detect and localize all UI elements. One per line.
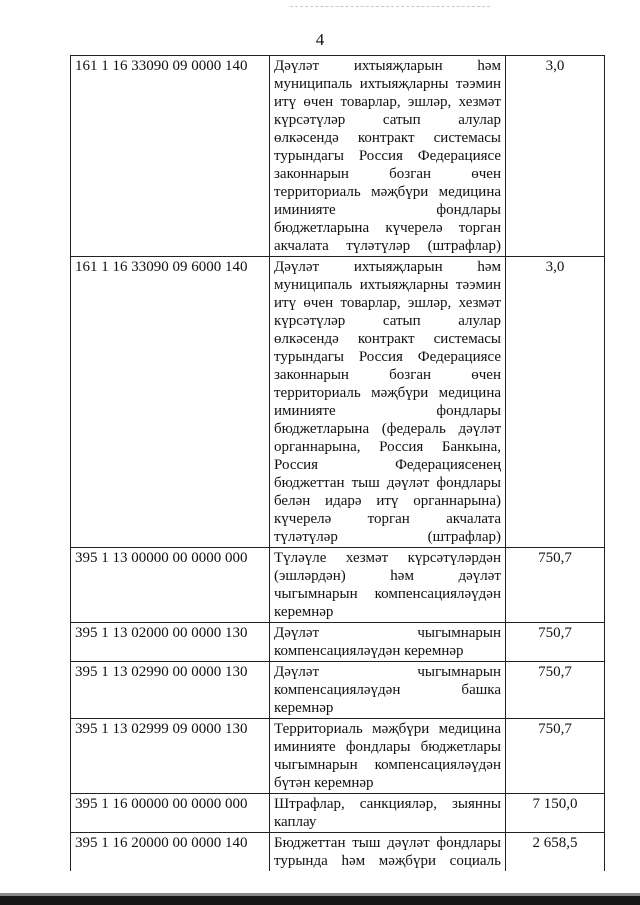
amount-cell: 2 658,5 [506, 833, 605, 872]
description-cell: Территориаль мәҗбүри медицина иминияте фондлары бюджетлары чыгымнарын компенсацияләүдән бүтән керемнәр [270, 719, 506, 794]
amount-cell: 750,7 [506, 623, 605, 662]
table-row [71, 794, 605, 833]
table-row [71, 662, 605, 719]
amount-cell: 3,0 [506, 257, 605, 548]
description-cell: Түләүле хезмәт күрсәтүләрдән (эшләрдән) һәм дәүләт чыгымнарын компенсацияләүдән керемнәр [270, 548, 506, 623]
amount-cell: 750,7 [506, 548, 605, 623]
table-row [71, 623, 605, 662]
scan-bottom-edge [0, 896, 640, 905]
table-row [71, 56, 605, 257]
amount-cell: 3,0 [506, 56, 605, 257]
scan-top-mark [290, 6, 490, 7]
revenue-table [70, 55, 605, 871]
table-row [71, 257, 605, 548]
description-cell: Бюджеттан тыш дәүләт фондлары турында һәм мәҗбүри социаль [270, 833, 506, 872]
amount-cell: 750,7 [506, 719, 605, 794]
amount-cell: 7 150,0 [506, 794, 605, 833]
table-row [71, 719, 605, 794]
description-cell: Дәүләт ихтыяҗларын һәм муниципаль ихтыяҗларны тәэмин итү өчен товарлар, эшләр, хезмәт күрсәтүләр сатып алулар өлкәсендә контракт системасы турындагы Россия Федерациясе законнарын бозган өчен территориаль мәҗбүри медицина иминияте фондлары бюджетларына (федераль дәүләт органнарына, Россия Банкына, Россия Федерациясенең бюджеттан тыш дәүләт фондлары белән идарә итү органнарына) күчерелә торган акчалата түләтүләр (штрафлар) [270, 257, 506, 548]
description-cell: Штрафлар, санкцияләр, зыянны каплау [270, 794, 506, 833]
budget-code-cell: 395 1 13 02990 00 0000 130 [71, 662, 270, 719]
table-row [71, 833, 605, 872]
description-cell: Дәүләт чыгымнарын компенсацияләүдән керемнәр [270, 623, 506, 662]
budget-code-cell: 395 1 13 02999 09 0000 130 [71, 719, 270, 794]
budget-code-cell: 395 1 16 20000 00 0000 140 [71, 833, 270, 872]
budget-code-cell: 395 1 13 02000 00 0000 130 [71, 623, 270, 662]
page-number: 4 [315, 30, 325, 49]
description-cell: Дәүләт ихтыяҗларын һәм муниципаль ихтыяҗларны тәэмин итү өчен товарлар, эшләр, хезмәт күрсәтүләр сатып алулар өлкәсендә контракт системасы турындагы Россия Федерациясе законнарын бозган өчен территориаль мәҗбүри медицина иминияте фондлары бюджетларына күчерелә торган акчалата түләтүләр (штрафлар) [270, 56, 506, 257]
budget-code-cell: 395 1 13 00000 00 0000 000 [71, 548, 270, 623]
table-row [71, 548, 605, 623]
budget-code-cell: 161 1 16 33090 09 0000 140 [71, 56, 270, 257]
budget-code-cell: 395 1 16 00000 00 0000 000 [71, 794, 270, 833]
budget-code-cell: 161 1 16 33090 09 6000 140 [71, 257, 270, 548]
description-cell: Дәүләт чыгымнарын компенсацияләүдән башка керемнәр [270, 662, 506, 719]
amount-cell: 750,7 [506, 662, 605, 719]
